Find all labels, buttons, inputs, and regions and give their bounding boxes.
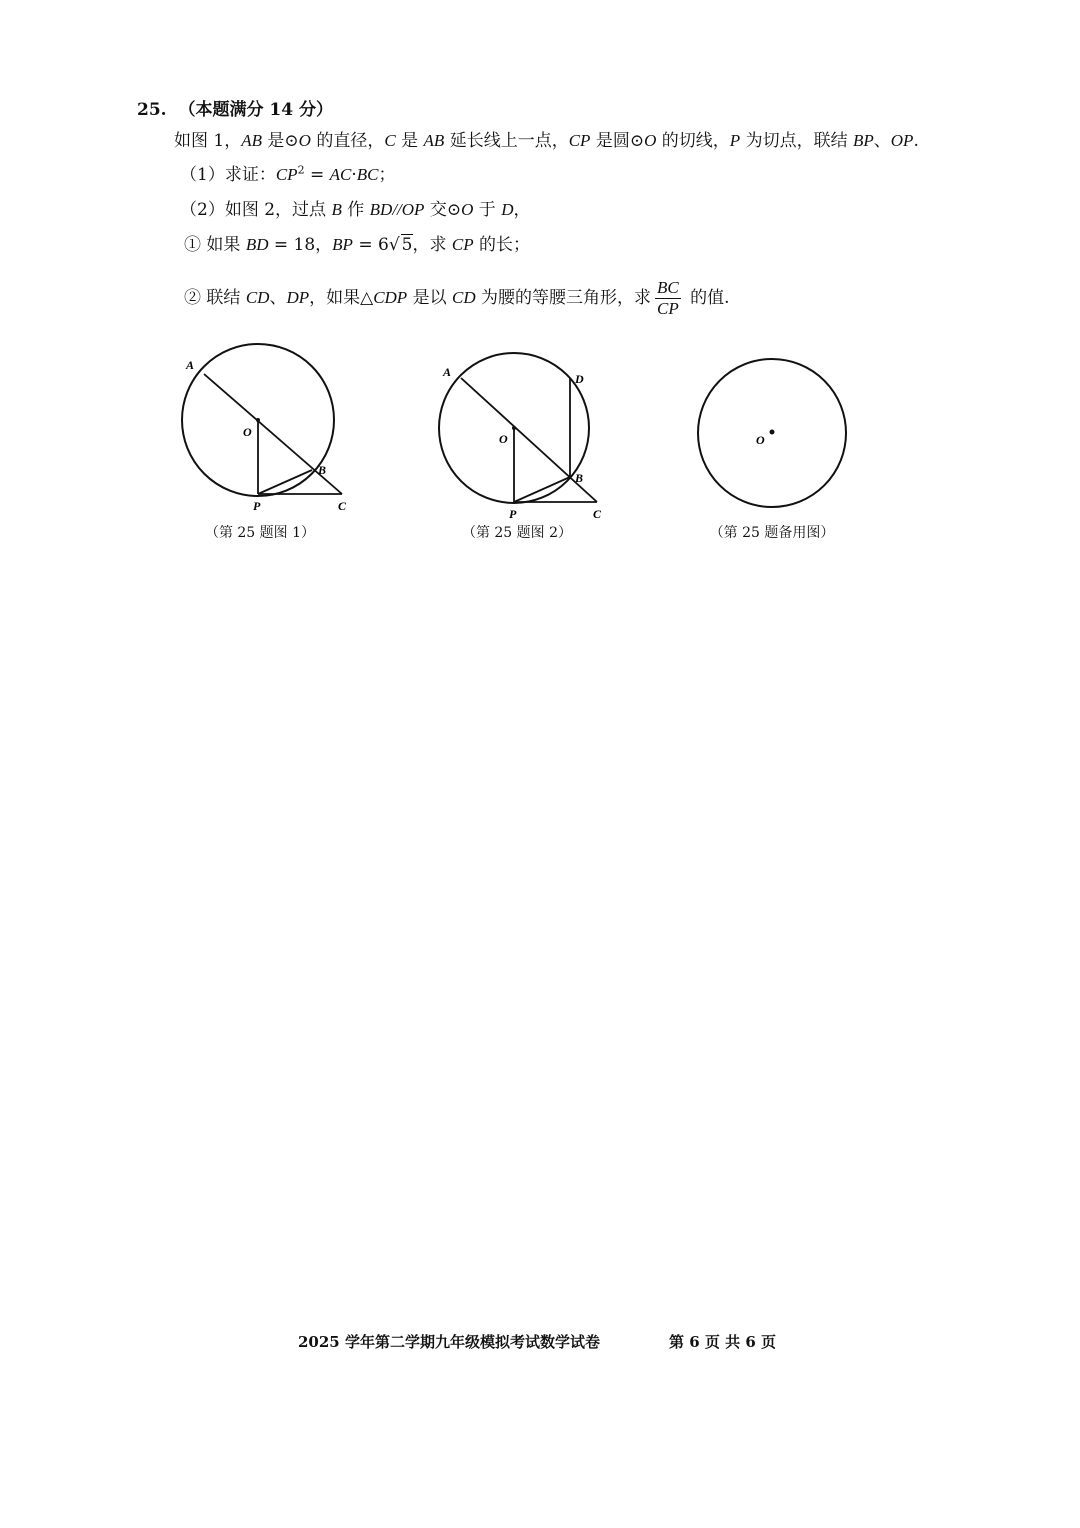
sub-2-math: CD (245, 288, 270, 307)
part-1-label: （1）求证： (180, 165, 276, 185)
sub-2-text: 、 (269, 288, 287, 308)
label-c: C (593, 507, 602, 521)
footer-page-number: 第 6 页 共 6 页 (669, 1333, 776, 1351)
part-2-text: ， (513, 200, 531, 220)
footer-title: 2025 学年第二学期九年级模拟考试数学试卷 (298, 1333, 600, 1351)
sqrt-radicand: 5 (401, 235, 413, 255)
part-2-math: D (501, 200, 514, 219)
sub-1-math: BP (332, 235, 353, 254)
sub-1-label: ① 如果 (184, 235, 246, 255)
intro-math: CP (568, 131, 591, 150)
label-p: P (253, 499, 261, 513)
part-2-math: BD//OP (369, 200, 425, 219)
figure-2-caption: （第 25 题图 2） (461, 525, 573, 541)
part-1-math: CP (275, 165, 298, 184)
question-number: 25. (137, 100, 167, 120)
sub-2-label: ② 联结 (184, 288, 246, 308)
sub-2-math: DP (286, 288, 310, 307)
part-2-math: B (331, 200, 342, 219)
figure-3-caption: （第 25 题备用图） (709, 525, 835, 541)
part-2-text: 交⊙ (424, 200, 462, 220)
label-a: A (186, 358, 195, 372)
score-note: （本题满分 14 分） (178, 100, 333, 120)
label-o: O (756, 433, 765, 447)
intro-text: 为切点，联结 (740, 131, 853, 151)
sub-2-math: CDP (373, 288, 408, 307)
sub-1-text: = 18， (268, 235, 333, 255)
sub-1-math: CP (451, 235, 474, 254)
exponent: 2 (297, 163, 305, 177)
sub-1-text: = 6 (352, 235, 389, 255)
intro-text: 是⊙ (262, 131, 299, 151)
intro-text: 如图 1， (174, 131, 242, 151)
part-2-math: O (461, 200, 474, 219)
intro-text: 是圆⊙ (590, 131, 645, 151)
sub-1-math: BD (245, 235, 269, 254)
sub-1-text: ，求 (412, 235, 452, 255)
label-c: C (338, 499, 347, 513)
label-a: A (443, 365, 452, 379)
intro-text: 、 (873, 131, 891, 151)
intro-text: . (913, 131, 919, 151)
sub-2-text: 的值. (684, 288, 730, 308)
part-2-text: 于 (473, 200, 502, 220)
intro-text: 延长线上一点， (444, 131, 569, 151)
part-1-math: BC (356, 165, 379, 184)
sub-2-text: 是以 (407, 288, 452, 308)
label-b: B (318, 463, 327, 477)
sub-2-text: 为腰的等腰三角形，求 (475, 288, 652, 308)
label-o: O (499, 432, 508, 446)
part-1-text: = (304, 165, 330, 185)
part-1-math: AC (329, 165, 352, 184)
part-2-text: 作 (341, 200, 370, 220)
intro-math: BP (852, 131, 874, 150)
label-b: B (575, 471, 584, 485)
sub-2-math: CD (452, 288, 476, 307)
sqrt-sign: √ (388, 235, 400, 255)
intro-math: C (384, 131, 396, 150)
intro-math: AB (423, 131, 445, 150)
part-1-text: · (351, 165, 357, 185)
label-d: D (575, 372, 584, 386)
label-o: O (243, 425, 252, 439)
intro-math: OP (890, 131, 914, 150)
figure-3 (0, 0, 1080, 560)
intro-math: O (644, 131, 657, 150)
intro-math: AB (241, 131, 263, 150)
sub-2-text: ，如果△ (309, 288, 374, 308)
intro-text: 是 (395, 131, 424, 151)
intro-text: 的切线， (656, 131, 730, 151)
intro-math: O (298, 131, 311, 150)
part-1-text: ； (378, 165, 396, 185)
label-p: P (509, 507, 517, 521)
center-dot (770, 430, 775, 435)
intro-math: P (729, 131, 741, 150)
sub-1-text: 的长； (473, 235, 531, 255)
intro-text: 的直径， (310, 131, 385, 151)
fraction-numerator: BC (657, 278, 679, 297)
fraction-denominator: CP (657, 299, 679, 318)
figure-1-caption: （第 25 题图 1） (204, 525, 316, 541)
part-2-label: （2）如图 2，过点 (180, 200, 332, 220)
